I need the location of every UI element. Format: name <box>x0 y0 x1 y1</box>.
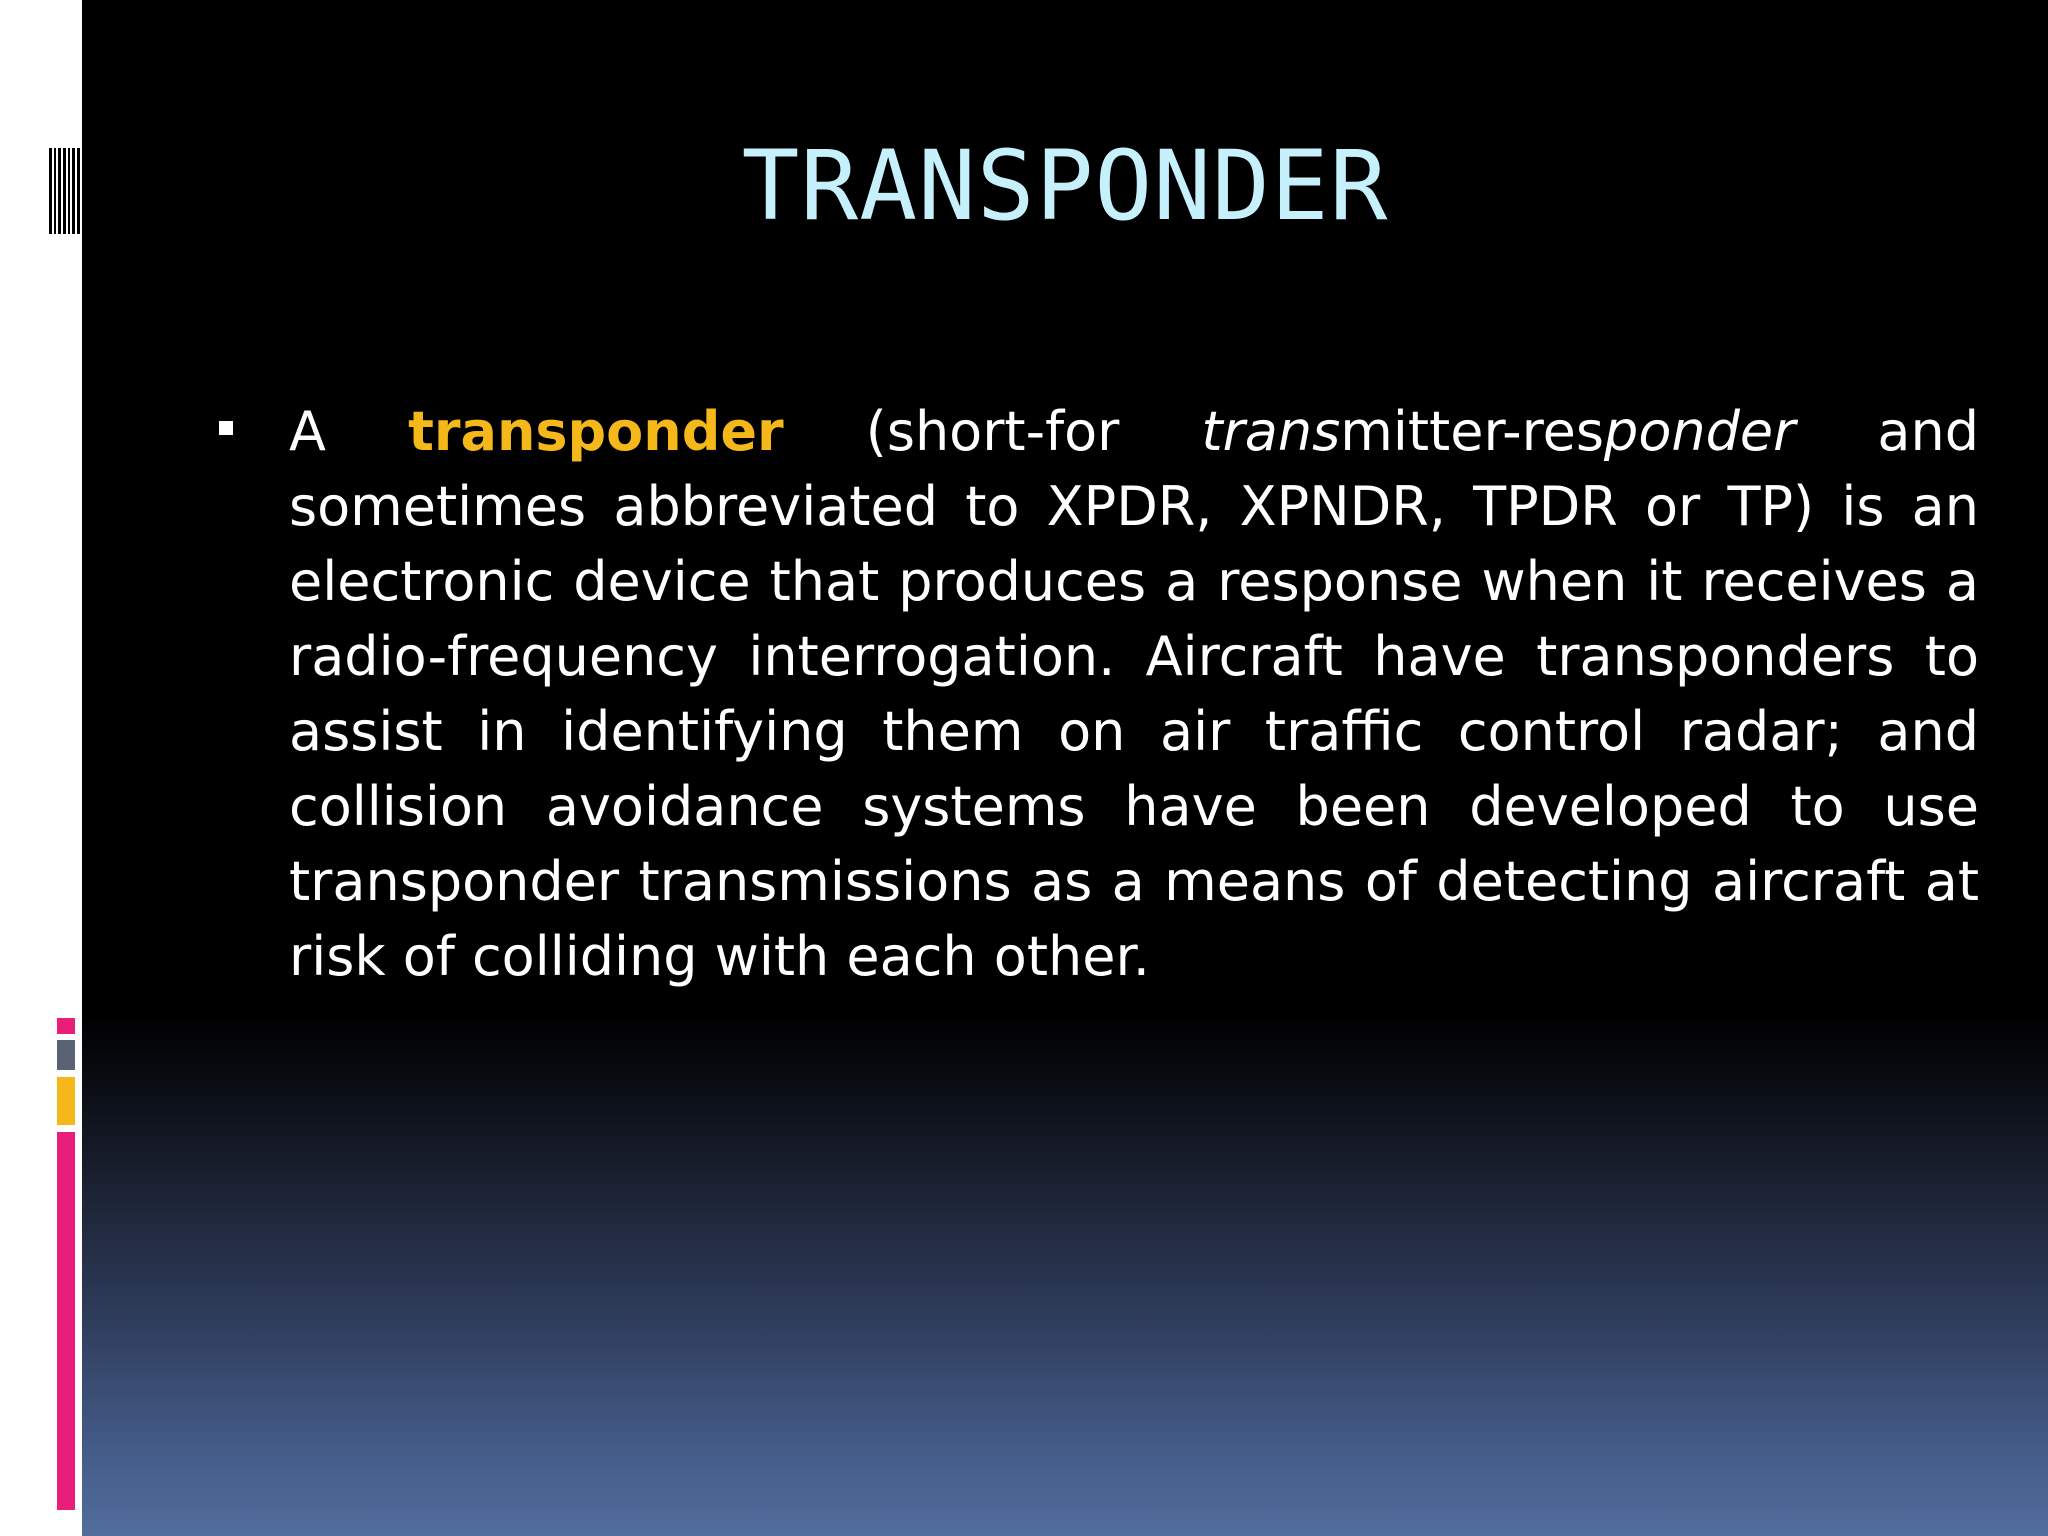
left-decorative-strip <box>0 0 82 1536</box>
bullet-lead: A <box>289 400 409 463</box>
bullet-segment-2: mitter-res <box>1340 400 1605 463</box>
italic-trans: trans <box>1201 400 1341 463</box>
bullet-segment-3: and sometimes abbreviated to XPDR, XPNDR, TPDR or TP) is an electronic device that produces a response when it receives a radio-frequency interrogation. Aircraft have transponders to assist in identifying them on air traffic control radar; and collision avoidance systems have been developed to use transponder transmissions as a means of detecting aircraft at risk of colliding with each other. <box>289 400 1979 988</box>
pink-accent-bar-long <box>57 1132 75 1510</box>
italic-ponder: ponder <box>1604 400 1796 463</box>
pink-accent-bar-short <box>57 1018 75 1034</box>
bullet-paragraph <box>289 394 1979 994</box>
barcode-decoration-icon <box>49 148 81 234</box>
yellow-accent-bar <box>57 1077 75 1125</box>
slide-title: TRANSPONDER <box>741 130 1389 242</box>
square-bullet-icon <box>219 421 233 435</box>
bullet-segment-1: (short-for <box>783 400 1202 463</box>
gray-accent-bar <box>57 1040 75 1070</box>
slide-content <box>82 0 2048 1536</box>
keyword-transponder: transponder <box>408 400 784 463</box>
